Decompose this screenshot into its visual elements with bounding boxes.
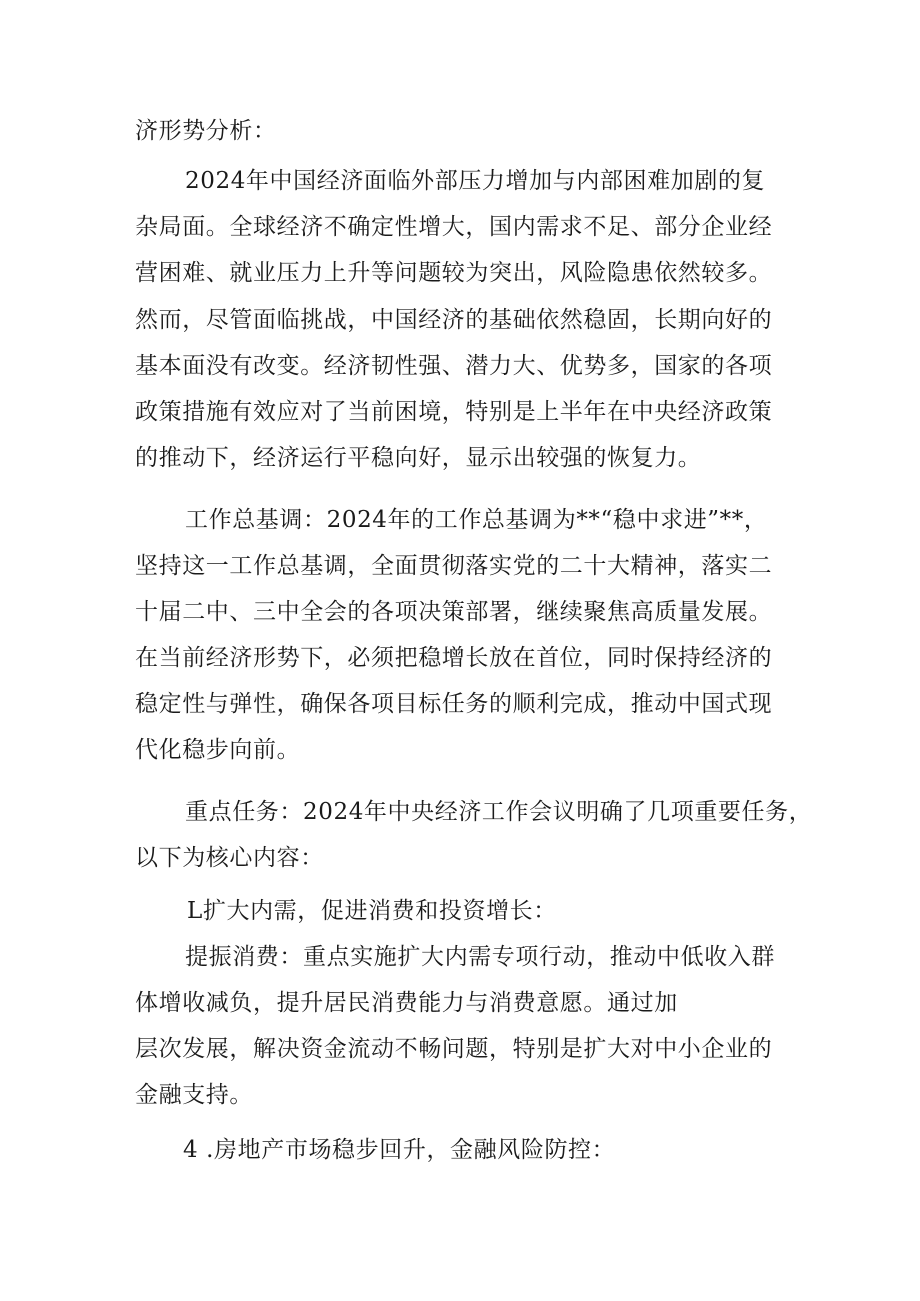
text-line (0, 253, 920, 293)
text-line-content: 提振消费：重点实施扩大内需专项行动，推动中低收入群 (185, 944, 775, 970)
text-line-content: 代化稳步向前。 (135, 737, 301, 763)
text-line (0, 111, 920, 151)
text-line-content: 重点任务：2024年中央经济工作会议明确了几项重要任务， (185, 799, 813, 825)
text-line (0, 1029, 920, 1069)
text-line-content: 十届二中、三中全会的各项决策部署，继续聚焦高质量发展。 (135, 599, 773, 625)
text-line-content: L扩大内需，促进消费和投资增长： (187, 898, 557, 924)
text-line (0, 838, 920, 878)
text-line-content: 坚持这一工作总基调，全面贯彻落实党的二十大精神，落实二 (135, 553, 773, 579)
text-line-content: 工作总基调：2024年的工作总基调为**“稳中求进”**， (185, 507, 768, 533)
text-line-content: 以下为核心内容： (135, 845, 324, 871)
text-line (0, 592, 920, 632)
paragraph-first-line (0, 792, 920, 832)
list-item-heading (0, 1130, 920, 1170)
text-line (0, 392, 920, 432)
paragraph-first-line (0, 937, 920, 977)
text-line-content: 体增收减负，提升居民消费能力与消费意愿。通过加 (135, 990, 678, 1016)
text-line-content: 的推动下，经济运行平稳向好，显示出较强的恢复力。 (135, 445, 702, 471)
paragraph-first-line (0, 161, 920, 201)
text-line (0, 730, 920, 770)
text-line (0, 1075, 920, 1115)
text-line (0, 684, 920, 724)
text-line (0, 546, 920, 586)
list-item-heading (0, 891, 920, 931)
text-line-content: 层次发展，解决资金流动不畅问题，特别是扩大对中小企业的 (135, 1036, 773, 1062)
text-line (0, 346, 920, 386)
text-line (0, 207, 920, 247)
text-line (0, 300, 920, 340)
text-line-content: 稳定性与弹性，确保各项目标任务的顺利完成，推动中国式现 (135, 691, 773, 717)
text-line (0, 983, 920, 1023)
text-line-content: 杂局面。全球经济不确定性增大，国内需求不足、部分企业经 (135, 214, 773, 240)
text-line-content: 金融支持。 (135, 1082, 253, 1108)
text-line (0, 438, 920, 478)
text-line-content: 2024年中国经济面临外部压力增加与内部困难加剧的复 (185, 168, 766, 194)
text-line-content: 基本面没有改变。经济韧性强、潜力大、优势多，国家的各项 (135, 353, 773, 379)
text-line-content: 政策措施有效应对了当前困境，特别是上半年在中央经济政策 (135, 399, 773, 425)
text-line-content: 然而，尽管面临挑战，中国经济的基础依然稳固，长期向好的 (135, 307, 773, 333)
text-line-content: 在当前经济形势下，必须把稳增长放在首位，同时保持经济的 (135, 645, 773, 671)
text-line (0, 638, 920, 678)
text-line-content: 营困难、就业压力上升等问题较为突出，风险隐患依然较多。 (135, 260, 773, 286)
paragraph-first-line (0, 500, 920, 540)
text-line-content: 4 .房地产市场稳步回升，金融风险防控： (183, 1137, 616, 1163)
text-line-content: 济形势分析： (135, 118, 277, 144)
